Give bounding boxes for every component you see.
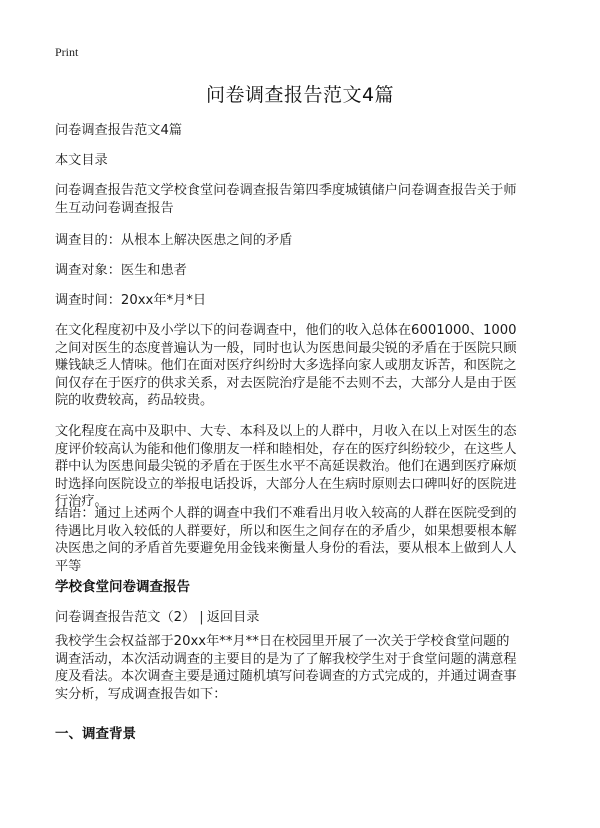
subheading-survey-background: 一、调查背景 — [55, 726, 136, 742]
paragraph-low-education: 在文化程度初中及小学以下的问卷调查中，他们的收入总体在6001000、1000之间对医生的态度普遍认为一般，同时也认为医患间最尖锐的矛盾在于医院只顾赚钱缺乏人情味。他们在面对医疗纠纷时大多选择向家人或朋友诉苦，和医院之间仅存在于医疗的供求关系，对去医院治疗是能不去则不去，大部分人是由于医院的收费较高，药品较贵。 — [55, 323, 517, 409]
table-of-contents-text: 问卷调查报告范文学校食堂问卷调查报告第四季度城镇储户问卷调查报告关于师生互动问卷调查报告 — [55, 183, 517, 216]
survey-subject: 调查对象：医生和患者 — [55, 263, 187, 278]
document-title: 问卷调查报告范文4篇 — [205, 84, 395, 106]
back-to-toc-link[interactable]: 返回目录 — [206, 610, 260, 625]
section-nav — [55, 606, 259, 625]
conclusion-paragraph: 结语：通过上述两个人群的调查中我们不难看出月收入较高的人群在医院受到的待遇比月收入较低的人群要好，所以和医生之间存在的矛盾少，如果想要根本解决医患之间的矛盾首先要避免用金钱来衡量人身份的看法，要从根本上做到人人平等 — [55, 506, 517, 574]
paragraph-cafeteria-intro: 我校学生会权益部于20xx年**月**日在校园里开展了一次关于学校食堂问题的调查活动，本次活动调查的主要目的是为了了解我校学生对于食堂问题的满意程度及看法。本次调查主要是通过随机填写问卷调查的方式完成的，并通过调查事实分析，写成调查报告如下： — [55, 634, 517, 702]
section-nav-separator: | — [199, 610, 204, 625]
survey-time: 调查时间：20xx年*月*日 — [55, 293, 207, 308]
document-subtitle: 问卷调查报告范文4篇 — [55, 123, 183, 138]
section-nav-label: 问卷调查报告范文（2） — [55, 610, 196, 625]
paragraph-high-education: 文化程度在高中及职中、大专、本科及以上的人群中，月收入在以上对医生的态度评价较高认为能和他们像朋友一样和睦相处，存在的医疗纠纷较少，在这些人群中认为医患间最尖锐的矛盾在于医生水平不高延误救治。他们在遇到医疗麻烦时选择向医院设立的举报电话投诉，大部分人在生病时原则去口碑叫好的医院进行治疗。 — [55, 424, 517, 510]
survey-purpose: 调查目的：从根本上解决医患之间的矛盾 — [55, 233, 293, 248]
print-label: Print — [55, 45, 79, 59]
section-heading-cafeteria: 学校食堂问卷调查报告 — [55, 579, 190, 595]
table-of-contents-label: 本文目录 — [55, 153, 108, 168]
